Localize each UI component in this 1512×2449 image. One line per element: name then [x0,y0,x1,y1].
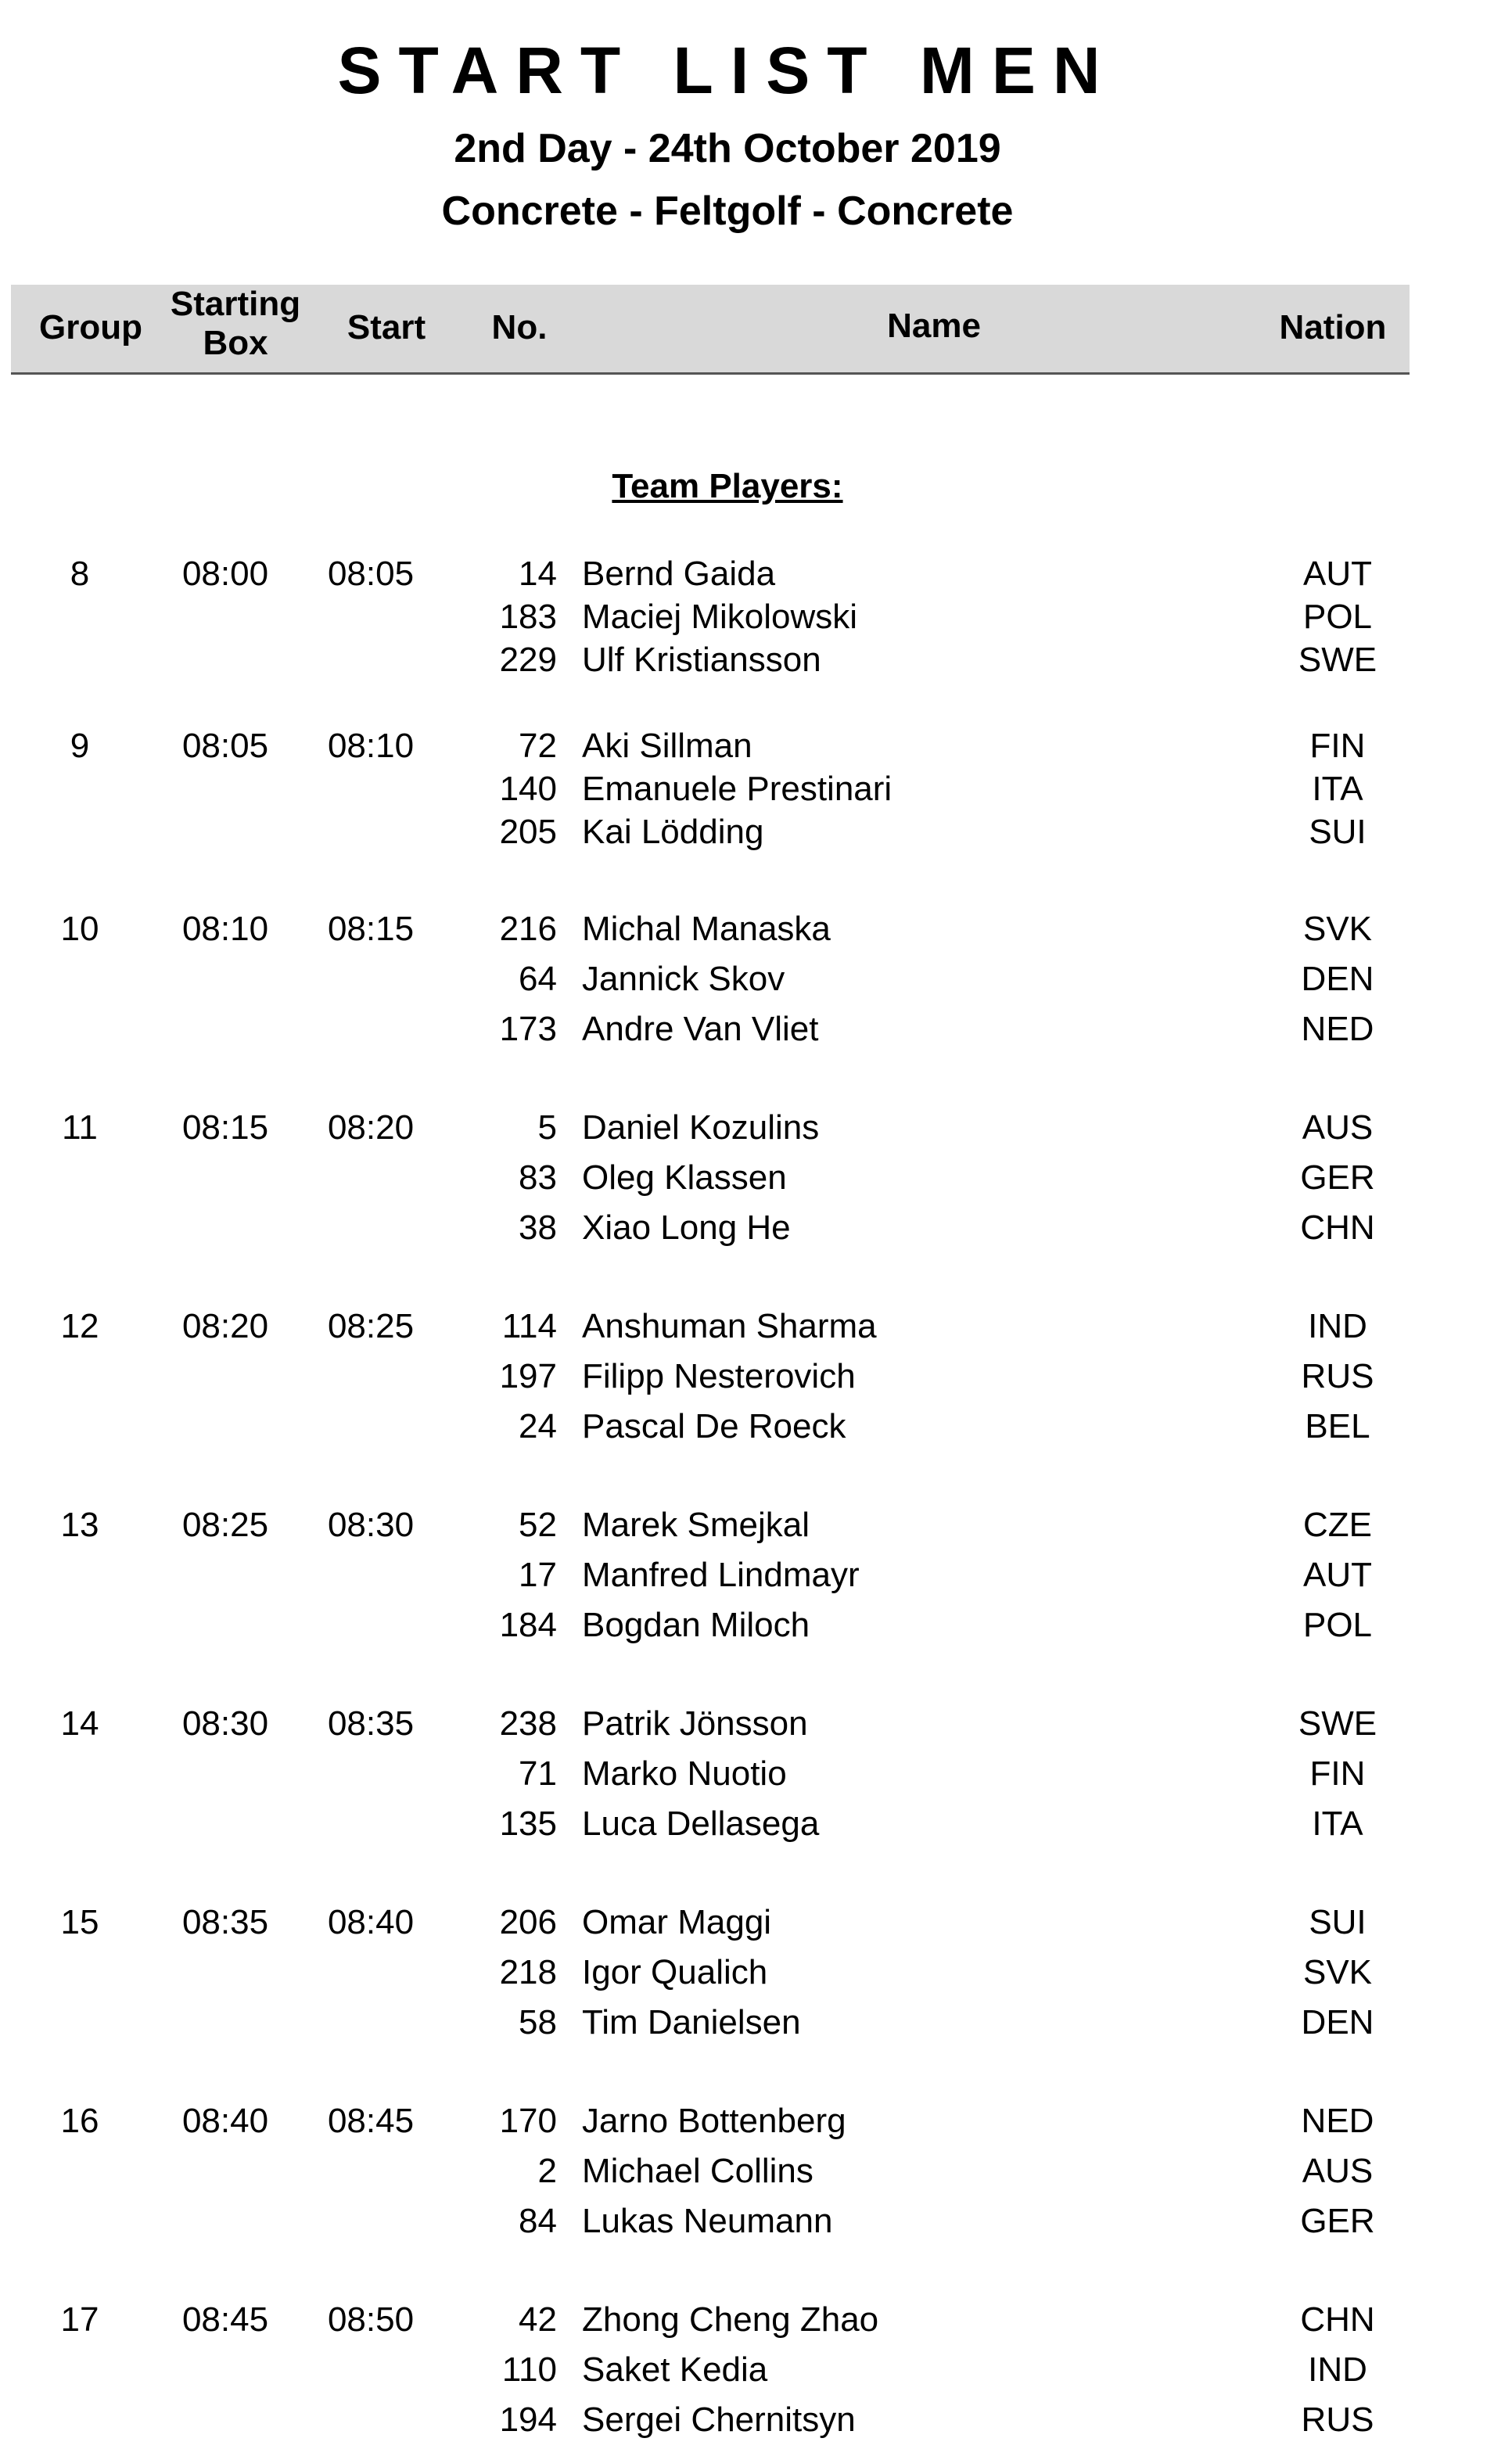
player-number: 197 [499,1357,557,1395]
page-subtitle-course: Concrete - Feltgolf - Concrete [441,189,1014,234]
player-number: 2 [537,2152,557,2190]
starting-box-time: 08:45 [181,2300,269,2339]
player-number: 71 [519,1754,557,1793]
player-number: 14 [519,555,557,593]
player-number: 216 [499,910,557,948]
starting-box-time: 08:25 [181,1506,269,1544]
table-header [11,285,1410,375]
player-nation: ITA [1312,770,1363,808]
player-name: Michal Manaska [582,910,831,948]
start-time: 08:50 [327,2300,415,2339]
player-nation: SWE [1298,641,1377,679]
player-nation: SVK [1302,910,1373,948]
starting-box-time: 08:40 [181,2102,269,2140]
player-number: 64 [519,960,557,998]
player-name: Jannick Skov [582,960,785,998]
player-nation: RUS [1301,1357,1374,1395]
player-nation: POL [1302,598,1373,636]
player-nation: NED [1301,1010,1374,1048]
player-number: 229 [499,641,557,679]
starting-box-time: 08:10 [181,910,269,948]
player-nation: AUS [1302,2152,1374,2190]
player-number: 173 [499,1010,557,1048]
starting-box-time: 08:35 [181,1903,269,1941]
player-name: Omar Maggi [582,1903,772,1941]
column-header-name: Name [887,307,981,345]
player-name: Manfred Lindmayr [582,1556,860,1594]
player-nation: CZE [1303,1506,1372,1544]
player-name: Daniel Kozulins [582,1108,820,1147]
start-time: 08:45 [327,2102,415,2140]
player-name: Zhong Cheng Zhao [582,2300,879,2339]
player-number: 194 [499,2401,557,2439]
player-number: 5 [537,1108,557,1147]
player-number: 38 [519,1208,557,1247]
player-name: Sergei Chernitsyn [582,2401,856,2439]
start-time: 08:25 [327,1307,415,1345]
player-name: Saket Kedia [582,2350,768,2389]
player-number: 206 [499,1903,557,1941]
player-name: Tim Danielsen [582,2003,801,2041]
start-time: 08:10 [327,727,415,765]
player-name: Pascal De Roeck [582,1407,846,1445]
player-name: Oleg Klassen [582,1158,787,1197]
player-number: 183 [499,598,557,636]
group-number: 17 [60,2300,99,2339]
player-number: 58 [519,2003,557,2041]
player-nation: IND [1308,2350,1367,2389]
player-name: Andre Van Vliet [582,1010,819,1048]
column-header-starting-box-line1: Starting [170,285,301,323]
starting-box-time: 08:05 [181,727,269,765]
column-header-group: Group [39,308,142,347]
player-nation: BEL [1305,1407,1370,1445]
player-name: Marek Smejkal [582,1506,810,1544]
player-number: 84 [519,2202,557,2240]
player-name: Ulf Kristiansson [582,641,821,679]
player-number: 170 [499,2102,557,2140]
player-number: 83 [519,1158,557,1197]
player-number: 238 [499,1704,557,1743]
column-header-nation: Nation [1279,308,1387,347]
player-name: Anshuman Sharma [582,1307,877,1345]
player-nation: CHN [1300,2300,1375,2339]
player-number: 52 [519,1506,557,1544]
start-time: 08:40 [327,1903,415,1941]
player-nation: CHN [1300,1208,1375,1247]
start-time: 08:35 [327,1704,415,1743]
player-nation: FIN [1309,727,1366,765]
player-nation: SUI [1309,813,1367,851]
player-number: 114 [501,1307,557,1345]
group-number: 10 [60,910,99,948]
player-number: 72 [519,727,557,765]
player-name: Bogdan Miloch [582,1606,810,1644]
group-number: 13 [60,1506,99,1544]
player-nation: IND [1308,1307,1367,1345]
starting-box-time: 08:20 [181,1307,269,1345]
player-name: Maciej Mikolowski [582,598,858,636]
player-nation: GER [1300,1158,1375,1197]
group-number: 14 [60,1704,99,1743]
player-nation: SUI [1309,1903,1367,1941]
player-nation: POL [1302,1606,1373,1644]
player-nation: NED [1301,2102,1374,2140]
column-header-starting-box [156,285,314,363]
start-time: 08:05 [327,555,415,593]
player-name: Marko Nuotio [582,1754,787,1793]
player-nation: FIN [1309,1754,1366,1793]
player-name: Igor Qualich [582,1953,768,1991]
player-number: 17 [519,1556,557,1594]
player-name: Jarno Bottenberg [582,2102,846,2140]
player-nation: DEN [1301,960,1374,998]
group-number: 11 [62,1108,98,1147]
player-name: Patrik Jönsson [582,1704,808,1743]
player-number: 218 [499,1953,557,1991]
player-number: 42 [519,2300,557,2339]
player-name: Filipp Nesterovich [582,1357,856,1395]
group-number: 9 [70,727,90,765]
player-name: Aki Sillman [582,727,752,765]
page-subtitle-date: 2nd Day - 24th October 2019 [454,126,1001,171]
page-title: START LIST MEN [337,34,1118,107]
starting-box-time: 08:15 [181,1108,269,1147]
player-number: 110 [501,2350,557,2389]
starting-box-time: 08:30 [181,1704,269,1743]
player-name: Kai Lödding [582,813,764,851]
player-number: 184 [499,1606,557,1644]
player-nation: SWE [1298,1704,1377,1743]
player-number: 140 [499,770,557,808]
player-name: Michael Collins [582,2152,813,2190]
player-number: 205 [499,813,557,851]
player-name: Lukas Neumann [582,2202,833,2240]
player-nation: AUS [1302,1108,1374,1147]
player-number: 135 [499,1804,557,1843]
player-nation: AUT [1303,555,1372,593]
starting-box-time: 08:00 [181,555,269,593]
player-name: Xiao Long He [582,1208,791,1247]
player-nation: RUS [1301,2401,1374,2439]
group-number: 16 [60,2102,99,2140]
player-number: 24 [519,1407,557,1445]
column-header-start: Start [347,308,426,347]
start-time: 08:20 [327,1108,415,1147]
group-number: 12 [60,1307,99,1345]
start-time: 08:30 [327,1506,415,1544]
column-header-number: No. [491,308,548,347]
player-nation: AUT [1303,1556,1372,1594]
player-nation: SVK [1302,1953,1373,1991]
group-number: 15 [60,1903,99,1941]
player-name: Emanuele Prestinari [582,770,892,808]
start-time: 08:15 [327,910,415,948]
player-name: Bernd Gaida [582,555,776,593]
player-nation: ITA [1312,1804,1363,1843]
group-number: 8 [70,555,90,593]
section-title: Team Players: [612,467,843,505]
player-nation: GER [1300,2202,1375,2240]
column-header-starting-box-line2: Box [203,324,268,362]
player-name: Luca Dellasega [582,1804,820,1843]
player-nation: DEN [1301,2003,1374,2041]
